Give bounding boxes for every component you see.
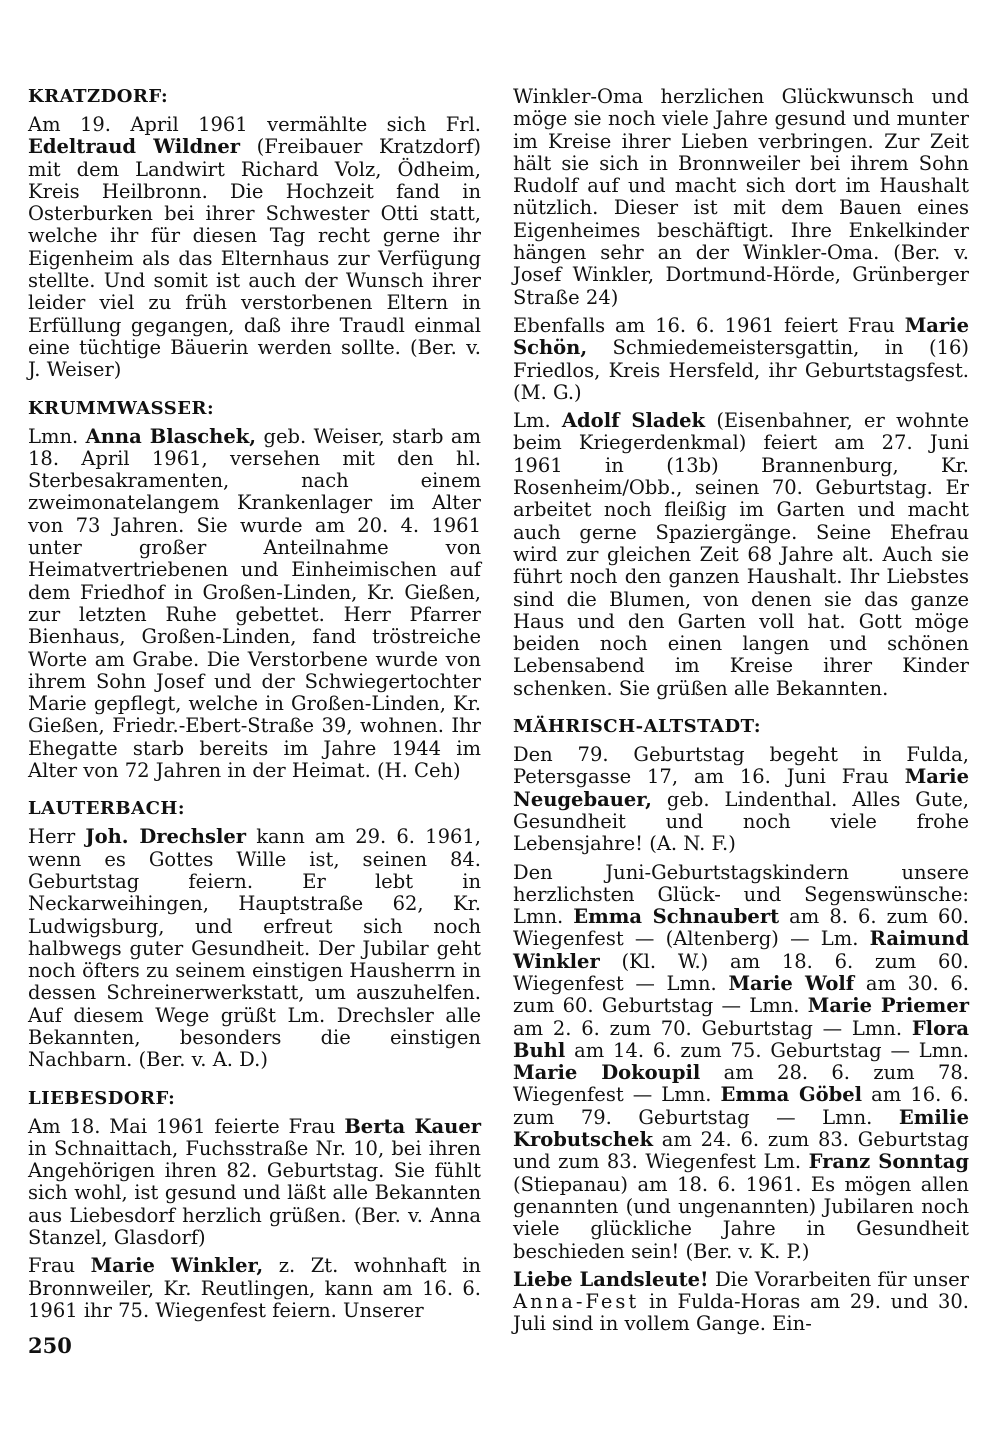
paragraph-sladek: Lm. Adolf Sladek (Eisenbahner, er wohnte beim Kriegerdenkmal) feiert am 27. Juni 1961 in (13b) Brannenburg, Kr. Rosenheim/Obb., seinen 70. Geburtstag. Er arbeitet noch fleißig im Garten und macht auch gerne Spaziergänge. Seine Ehefrau wird zur gleichen Zeit 68 Jahre alt. Auch sie führt noch den ganzen Haushalt. Ihr Liebstes sind die Blumen, von denen sie das ganze Haus und den Garten voll hat. Gott möge beiden noch einen langen und schönen Lebensabend im Kreise ihrer Kinder schenken. Sie grüßen alle Bekannten. (513, 409, 969, 700)
paragraph-schoen: Ebenfalls am 16. 6. 1961 feiert Frau Marie Schön, Schmiedemeistersgattin, in (16) Friedlos, Kreis Hersfeld, ihr Geburtstagsfest. (M. G.) (513, 313, 969, 404)
section-heading-liebesdorf: LIEBESDORF: (28, 1087, 176, 1109)
section-heading-lauterbach: LAUTERBACH: (28, 798, 186, 820)
paragraph-krummwasser: Lmn. Anna Blaschek, geb. Weiser, starb am 18. April 1961, versehen mit den hl. Sterbesakramenten, nach einem zweimonatelangem Krankenlager im Alter von 73 Jahren. Sie wurde am 20. 4. 1961 unter großer Anteilnahme von Heimatvertriebenen und Einheimischen auf dem Friedhof in Großen-Linden, Kr. Gießen, zur letzten Ruhe gebettet. Herr Pfarrer Bienhaus, Großen-Linden, fand tröstreiche Worte am Grabe. Die Verstorbene wurde von ihrem Sohn Josef und der Schwiegertochter Marie gepflegt, welche in Großen-Linden, Kr. Gießen, Friedr.-Ebert-Straße 39, wohnen. Ihr Ehegatte starb bereits im Jahre 1944 im Alter von 72 Jahren in der Heimat. (H. Ceh) (28, 424, 481, 783)
paragraph-juni-geburtstage: Den Juni-Geburtstagskindern unsere herzlichsten Glück- und Segenswünsche: Lmn. Emma Schnaubert am 8. 6. zum 60. Wiegenfest — (Altenberg) — Lm. Raimund Winkler (Kl. W.) am 18. 6. zum 60. Wiegenfest — Lmn. Marie Wolf am 30. 6. zum 60. Geburtstag — Lmn. Marie Priemer am 2. 6. zum 70. Geburtstag — Lmn. Flora Buhl am 14. 6. zum 75. Geburtstag — Lmn. Marie Dokoupil am 28. 6. zum 78. Wiegenfest — Lmn. Emma Göbel am 16. 6. zum 79. Geburtstag — Lmn. Emilie Krobutschek am 24. 6. zum 83. Geburtstag und zum 83. Wiegenfest Lm. Franz Sonntag (Stiepanau) am 18. 6. 1961. Es mögen allen genannten (und ungenannten) Jubilaren noch viele glückliche Jahre in Gesundheit beschieden sein! (Ber. v. K. P.) (513, 860, 970, 1263)
paragraph-lauterbach: Herr Joh. Drechsler kann am 29. 6. 1961, wenn es Gottes Wille ist, seinen 84. Geburtstag feiern. Er lebt in Neckarweihingen, Hauptstraße 62, Kr. Ludwigsburg, und erfreut sich noch halbwegs guter Gesundheit. Der Jubilar geht noch öfters zu seinem einstigen Hausherrn in dessen Schreinerwerkstatt, um auszuhelfen. Auf diesem Wege grüßt Lm. Drechsler alle Bekannten, besonders die einstigen Nachbarn. (Ber. v. A. D.) (28, 825, 481, 1072)
section-heading-krummwasser: KRUMMWASSER: (28, 397, 215, 419)
right-column (513, 86, 969, 1336)
paragraph-winkler-continued: Winkler-Oma herzlichen Glückwunsch und möge sie noch viele Jahre gesund und munter im Kreise ihrer Lieben verbringen. Zur Zeit hält sie sich in Bronnweiler bei ihrem Sohn Rudolf auf und macht sich dort im Haushalt nützlich. Dieser ist mit dem Bauen eines Eigenheimes beschäftigt. Ihre Enkelkinder hängen sehr an der Winkler-Oma. (Ber. v. Josef Winkler, Dortmund-Hörde, Grünberger Straße 24) (513, 85, 969, 309)
paragraph-anna-fest: Liebe Landsleute! Die Vorarbeiten für unser Anna-Fest in Fulda-Horas am 29. und 30. Juli sind in vollem Gange. Ein- (513, 1267, 969, 1336)
paragraph-liebesdorf-kauer: Am 18. Mai 1961 feierte Frau Berta Kauer in Schnaittach, Fuchsstraße Nr. 10, bei ihren Angehörigen ihren 82. Geburtstag. Sie fühlt sich wohl, ist gesund und läßt alle Bekannten aus Liebesdorf herzlich grüßen. (Ber. v. Anna Stanzel, Glasdorf) (28, 1114, 481, 1250)
section-heading-maehrisch-altstadt: MÄHRISCH-ALTSTADT: (513, 716, 762, 738)
section-heading-kratzdorf: KRATZDORF: (28, 86, 169, 107)
paragraph-liebesdorf-winkler: Frau Marie Winkler, z. Zt. wohnhaft in Bronnweiler, Kr. Reutlingen, kann am 16. 6. 1961 ihr 75. Wiegenfest feiern. Unserer (28, 1254, 481, 1322)
paragraph-neugebauer: Den 79. Geburtstag begeht in Fulda, Petersgasse 17, am 16. Juni Frau Marie Neugebauer, geb. Lindenthal. Alles Gute, Gesundheit und noch viele frohe Lebensjahre! (A. N. F.) (513, 743, 969, 856)
paragraph-kratzdorf: Am 19. April 1961 vermählte sich Frl. Edeltraud Wildner (Freibauer Kratzdorf) mit dem Landwirt Richard Volz, Ödheim, Kreis Heilbronn. Die Hochzeit fand in Osterburken bei ihrer Schwester Otti statt, welche ihr für diesen Tag recht gerne ihr Eigenheim als das Elternhaus zur Verfügung stellte. Und somit ist auch der Wunsch ihrer leider viel zu früh verstorbenen Eltern in Erfüllung gegangen, daß ihre Traudl einmal eine tüchtige Bäuerin werden sollte. (Ber. v. J. Weiser) (28, 113, 481, 382)
left-column (28, 86, 481, 1322)
page-number: 250 (28, 1333, 72, 1358)
